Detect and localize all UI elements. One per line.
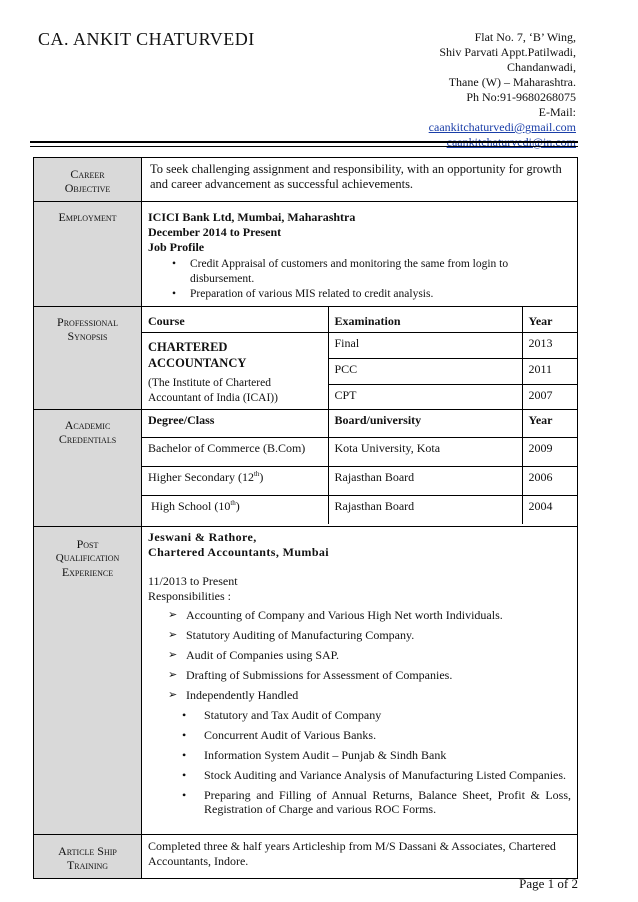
employment-content (142, 202, 578, 307)
email-label: E-Mail: (538, 105, 576, 119)
professional-synopsis-label (34, 307, 142, 410)
label-text: Training (66, 858, 109, 873)
academic-credentials-label (34, 410, 142, 527)
degree-text: High School (10 (151, 498, 231, 513)
list-item: ➢ Independently Handled (168, 688, 571, 703)
table-cell: 2009 (522, 437, 577, 466)
address-line: Shiv Parvati Appt.Patilwadi, (439, 45, 576, 59)
list-item: ➢ Accounting of Company and Various High Net worth Individuals. (168, 608, 571, 623)
table-header: Course (142, 307, 328, 333)
academic-credentials-row (34, 410, 578, 527)
career-objective-row (34, 158, 578, 202)
table-cell: 2004 (522, 495, 577, 524)
career-objective-label (34, 158, 142, 202)
degree-text: Higher Secondary (12 (148, 469, 254, 484)
articleship-content (142, 835, 578, 879)
list-item: ➢ Drafting of Submissions for Assessment of Companies. (168, 668, 571, 683)
label-text: Qualification (55, 552, 120, 565)
list-item: • Concurrent Audit of Various Banks. (182, 728, 571, 742)
table-cell: Rajasthan Board (328, 495, 522, 524)
degree-text: ) (235, 498, 240, 513)
responsibilities-list (148, 608, 571, 703)
degree-text: ) (259, 469, 264, 484)
label-text: Experience (61, 565, 114, 580)
course-detail: (The Institute of Chartered Accountant of India (ICAI)) (148, 377, 278, 405)
table-cell: Rajasthan Board (328, 466, 522, 495)
address-line: Chandanwadi, (507, 60, 576, 74)
label-text: Post (76, 537, 99, 552)
list-item: • Preparation of various MIS related to credit analysis. (172, 287, 571, 302)
firm-name: Jeswani & Rathore, (148, 530, 257, 545)
course-name: CHARTERED ACCOUNTANCY (148, 340, 247, 370)
employment-label (34, 202, 142, 307)
professional-synopsis-content (142, 307, 578, 410)
articleship-text: Completed three & half years Articleship from M/S Dassani & Associates, Chartered Accountants, Indore. (148, 839, 556, 869)
degree-superscript: th (230, 498, 236, 507)
table-cell: PCC (328, 358, 522, 384)
course-cell (142, 333, 328, 410)
table-cell (142, 495, 328, 524)
list-item: • Preparing and Filling of Annual Returns, Balance Sheet, Profit & Loss, Registration of Charge and various ROC Forms. (182, 788, 571, 816)
articleship-label (34, 835, 142, 879)
degree-superscript: th (253, 469, 260, 478)
employment-period: December 2014 to Present (148, 225, 282, 239)
experience-period: 11/2013 to Present (148, 574, 238, 589)
list-item: ➢ Audit of Companies using SAP. (168, 648, 571, 663)
label-text: Article Ship (58, 844, 117, 859)
table-cell: Bachelor of Commerce (B.Com) (142, 437, 328, 466)
table-header: Year (522, 307, 577, 333)
academic-table (142, 410, 577, 524)
academic-credentials-content (142, 410, 578, 527)
professional-synopsis-row (34, 307, 578, 410)
list-item: • Stock Auditing and Variance Analysis of Manufacturing Listed Companies. (182, 768, 571, 782)
table-cell: 2013 (522, 333, 577, 359)
employer-name: ICICI Bank Ltd, Mumbai, Maharashtra (148, 210, 356, 224)
table-header: Year (522, 410, 577, 437)
career-objective-text: To seek challenging assignment and responsibility, with an opportunity for growth and career advancement as successful achievements. (150, 162, 562, 191)
table-header: Examination (328, 307, 522, 333)
page-number: Page 1 of 2 (519, 876, 578, 891)
articleship-row (34, 835, 578, 879)
post-qualification-row (34, 527, 578, 835)
responsibilities-title: Responsibilities : (148, 589, 232, 604)
table-cell: 2006 (522, 466, 577, 495)
career-objective-content (142, 158, 578, 202)
professional-table (142, 307, 577, 409)
address-line: Thane (W) – Maharashtra. (448, 75, 576, 89)
table-cell: Final (328, 333, 522, 359)
header-divider (30, 141, 578, 143)
table-cell: CPT (328, 384, 522, 409)
list-item: • Statutory and Tax Audit of Company (182, 708, 571, 722)
handled-list (148, 708, 571, 816)
table-cell (142, 466, 328, 495)
label-text: Professional (57, 315, 118, 329)
address-line: Flat No. 7, ‘B’ Wing, (474, 30, 576, 44)
phone-number: Ph No:91-9680268075 (466, 90, 576, 104)
label-text: Career (70, 167, 105, 181)
job-profile-title: Job Profile (148, 240, 205, 254)
table-cell: Kota University, Kota (328, 437, 522, 466)
post-qualification-label (34, 527, 142, 835)
email-link-gmail[interactable]: caankitchaturvedi@gmail.com (428, 120, 576, 134)
table-cell: 2007 (522, 384, 577, 409)
list-item: • Credit Appraisal of customers and monitoring the same from login to disbursement. (172, 257, 571, 287)
job-profile-list (148, 257, 571, 302)
label-text: Employment (58, 210, 117, 224)
list-item: ➢ Statutory Auditing of Manufacturing Company. (168, 628, 571, 643)
label-text: Academic (64, 418, 111, 433)
list-item: • Information System Audit – Punjab & Sindh Bank (182, 748, 571, 762)
table-header: Degree/Class (142, 410, 328, 437)
candidate-name: CA. ANKIT CHATURVEDI (38, 29, 255, 49)
employment-row (34, 202, 578, 307)
table-header: Board/university (328, 410, 522, 437)
table-cell: 2011 (522, 358, 577, 384)
header-divider-thin (30, 146, 578, 147)
email-link-in[interactable]: caankitchaturvedi@in.com (446, 135, 576, 149)
resume-table (33, 157, 578, 879)
post-qualification-content (142, 527, 578, 835)
firm-subtitle: Chartered Accountants, Mumbai (148, 545, 330, 560)
label-text: Objective (64, 181, 111, 195)
label-text: Synopsis (67, 329, 108, 343)
label-text: Credentials (58, 432, 117, 447)
contact-address (376, 30, 576, 150)
